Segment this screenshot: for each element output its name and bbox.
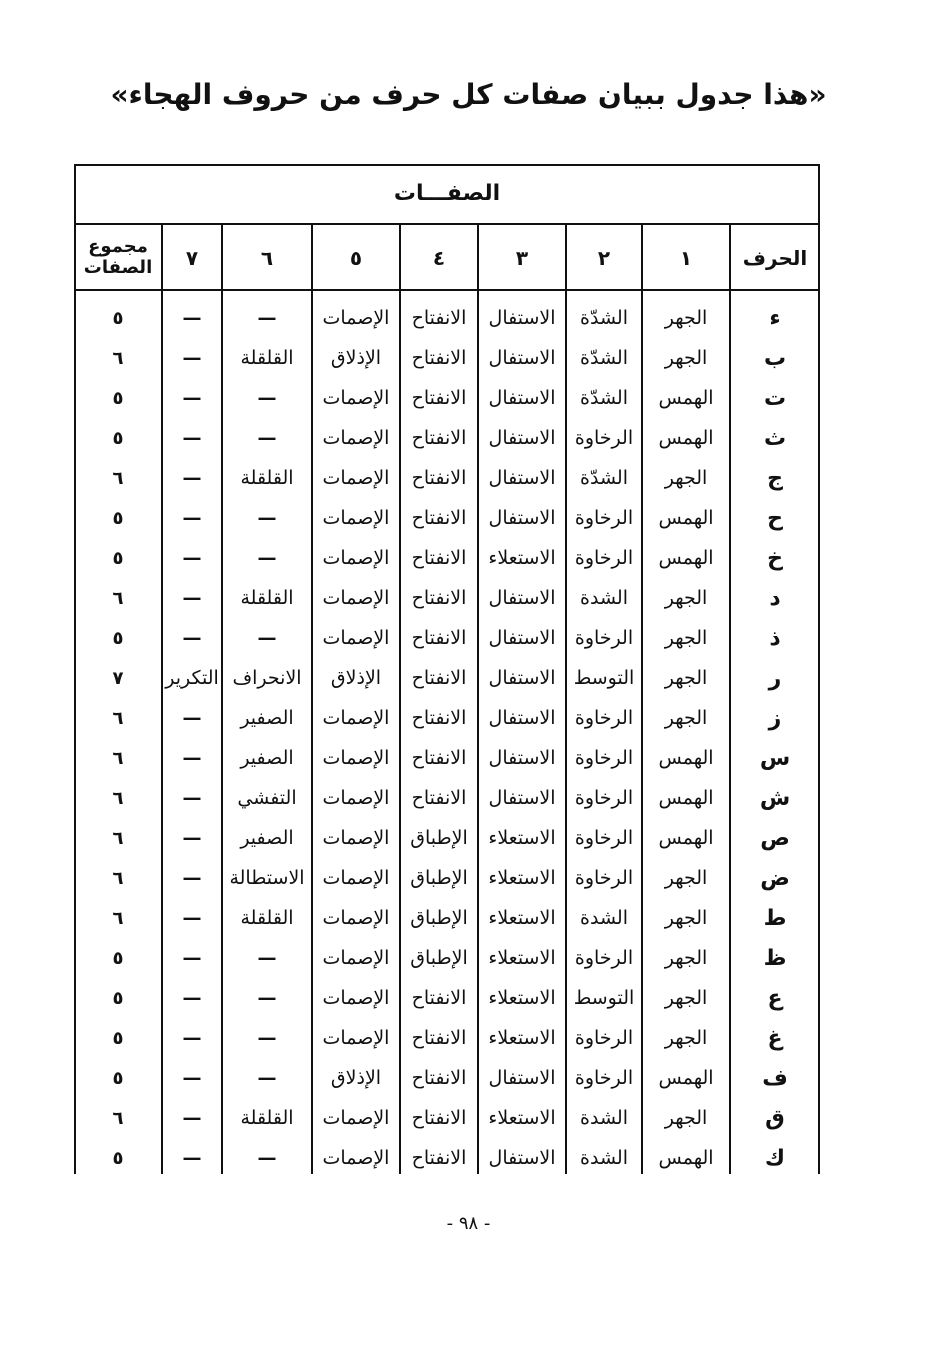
table-cell-c4: الانفتاح (411, 667, 467, 689)
table-cell-c4: الانفتاح (411, 467, 467, 489)
table-cell-c3: الاستفال (488, 667, 556, 689)
table-cell-c2: الشدة (580, 1147, 628, 1169)
table-cell-c4: الانفتاح (411, 747, 467, 769)
table-cell-c7: — (182, 507, 202, 529)
table-cell-letter: ع (767, 985, 783, 1011)
table-cell-letter: ذ (769, 625, 781, 651)
table-cell-c1: الجهر (664, 627, 708, 649)
header-c5: ٥ (349, 245, 363, 270)
table-cell-c1: الهمس (658, 427, 714, 449)
table-cell-letter: د (769, 585, 781, 611)
table-cell-c4: الانفتاح (411, 587, 467, 609)
table-cell-c5: الإصمات (322, 987, 390, 1009)
table-cell-c7: — (182, 947, 202, 969)
table-cell-c4: الانفتاح (411, 307, 467, 329)
table-cell-c7: التكرير (165, 667, 219, 689)
table-cell-c5: الإصمات (322, 427, 390, 449)
table-cell-letter: ث (763, 425, 787, 451)
table-cell-c6: الانحراف (232, 667, 302, 689)
header-letter: الحرف (742, 245, 808, 270)
table-cell-c5: الإصمات (322, 707, 390, 729)
table-cell-c6: الصفير (240, 707, 294, 729)
table-cell-c7: — (182, 867, 202, 889)
traits-table (74, 225, 820, 1174)
table-cell-c3: الاستفال (488, 507, 556, 529)
table-cell-c4: الإطباق (410, 947, 468, 969)
table-cell-c5: الإصمات (322, 467, 390, 489)
table-cell-c6: القلقلة (240, 347, 294, 369)
table-cell-c4: الانفتاح (411, 1027, 467, 1049)
table-cell-c2: الرخاوة (574, 867, 634, 889)
page-title: «هذا جدول ببيان صفات كل حرف من حروف الهجاء» (110, 78, 827, 111)
table-cell-c7: — (182, 827, 202, 849)
header-c4: ٤ (432, 245, 446, 270)
page-number: - ٩٨ - (446, 1213, 491, 1234)
table-cell-c3: الاستفال (488, 347, 556, 369)
table-cell-c1: الهمس (658, 827, 714, 849)
table-cell-c2: الشدّة (580, 467, 628, 489)
table-cell-letter: ح (767, 505, 783, 531)
table-cell-c5: الإصمات (322, 547, 390, 569)
table-cell-letter: ق (765, 1105, 785, 1131)
table-cell-c7: — (182, 347, 202, 369)
table-cell-c1: الهمس (658, 787, 714, 809)
table-cell-c1: الجهر (664, 987, 708, 1009)
table-cell-c6: — (257, 947, 277, 969)
header-c3: ٣ (515, 245, 529, 270)
table-cell-total: ٦ (112, 347, 124, 369)
table-cell-letter: س (759, 745, 791, 771)
table-cell-c2: الرخاوة (574, 627, 634, 649)
table-cell-letter: ش (759, 785, 791, 811)
table-cell-total: ٥ (112, 627, 124, 649)
table-cell-c7: — (182, 707, 202, 729)
table-cell-c1: الهمس (658, 387, 714, 409)
table-cell-c1: الجهر (664, 947, 708, 969)
table-cell-c7: — (182, 387, 202, 409)
table-cell-c1: الجهر (664, 1027, 708, 1049)
table-cell-total: ٥ (112, 307, 124, 329)
table-cell-c4: الانفتاح (411, 787, 467, 809)
table-cell-letter: ج (767, 465, 783, 491)
table-cell-c5: الإصمات (322, 507, 390, 529)
table-cell-c7: — (182, 307, 202, 329)
table-cell-c3: الاستفال (488, 587, 556, 609)
table-cell-letter: ت (763, 385, 787, 411)
table-cell-c1: الجهر (664, 1107, 708, 1129)
table-cell-c5: الإصمات (322, 867, 390, 889)
table-cell-c3: الاستعلاء (488, 867, 556, 889)
table-cell-c3: الاستعلاء (488, 827, 556, 849)
table-cell-c2: التوسط (573, 987, 635, 1009)
table-cell-c1: الهمس (658, 507, 714, 529)
table-cell-c2: الشدّة (580, 307, 628, 329)
table-cell-c3: الاستفال (488, 1147, 556, 1169)
table-cell-total: ٦ (112, 467, 124, 489)
table-cell-c2: الرخاوة (574, 1027, 634, 1049)
table-cell-total: ٥ (112, 987, 124, 1009)
table-cell-c2: الرخاوة (574, 427, 634, 449)
table-cell-c6: التفشي (237, 787, 297, 809)
table-cell-c5: الإصمات (322, 747, 390, 769)
table-cell-c4: الانفتاح (411, 707, 467, 729)
table-cell-letter: ك (764, 1145, 786, 1171)
table-cell-letter: ء (769, 305, 781, 331)
table-cell-c6: الاستطالة (229, 867, 305, 889)
header-total-line2: الصفات (83, 256, 153, 278)
table-cell-c2: الرخاوة (574, 787, 634, 809)
table-cell-c2: الرخاوة (574, 827, 634, 849)
table-cell-c5: الإذلاق (330, 667, 382, 689)
table-cell-c2: الرخاوة (574, 1067, 634, 1089)
table-cell-c6: — (257, 1067, 277, 1089)
table-cell-letter: ف (762, 1065, 788, 1091)
header-total (74, 225, 162, 290)
table-cell-c4: الانفتاح (411, 507, 467, 529)
table-cell-c1: الجهر (664, 707, 708, 729)
table-cell-c7: — (182, 747, 202, 769)
table-cell-letter: ظ (763, 945, 787, 971)
table-cell-c6: — (257, 507, 277, 529)
table-cell-c4: الانفتاح (411, 547, 467, 569)
table-cell-c7: — (182, 627, 202, 649)
header-c6: ٦ (260, 245, 274, 270)
table-cell-c6: — (257, 987, 277, 1009)
table-cell-c7: — (182, 987, 202, 1009)
table-cell-c3: الاستعلاء (488, 1027, 556, 1049)
table-cell-c6: — (257, 307, 277, 329)
table-cell-total: ٥ (112, 547, 124, 569)
table-cell-c1: الهمس (658, 1067, 714, 1089)
table-cell-c2: الرخاوة (574, 747, 634, 769)
table-cell-c6: القلقلة (240, 467, 294, 489)
table-cell-letter: ب (763, 345, 787, 371)
table-cell-c2: الشدّة (580, 347, 628, 369)
table-cell-c3: الاستعلاء (488, 987, 556, 1009)
table-cell-c6: الصفير (240, 827, 294, 849)
table-cell-total: ٥ (112, 947, 124, 969)
table-cell-c2: الرخاوة (574, 507, 634, 529)
table-cell-total: ٦ (112, 1107, 124, 1129)
table-cell-c4: الانفتاح (411, 387, 467, 409)
table-cell-c6: الصفير (240, 747, 294, 769)
table-cell-c7: — (182, 907, 202, 929)
table-cell-c6: — (257, 387, 277, 409)
table-cell-total: ٦ (112, 827, 124, 849)
table-cell-c4: الإطباق (410, 867, 468, 889)
table-cell-c5: الإصمات (322, 947, 390, 969)
table-cell-c3: الاستفال (488, 1067, 556, 1089)
table-cell-total: ٦ (112, 587, 124, 609)
table-cell-c1: الجهر (664, 467, 708, 489)
table-cell-c3: الاستفال (488, 387, 556, 409)
header-c7: ٧ (185, 245, 199, 270)
table-cell-c2: الرخاوة (574, 547, 634, 569)
table-cell-c6: — (257, 1147, 277, 1169)
table-banner: الصفـــات (74, 164, 820, 225)
table-cell-letter: ط (763, 905, 787, 931)
table-cell-c7: — (182, 467, 202, 489)
table-cell-total: ٥ (112, 1027, 124, 1049)
table-cell-c5: الإصمات (322, 827, 390, 849)
header-c2: ٢ (597, 245, 611, 270)
table-cell-c3: الاستفال (488, 307, 556, 329)
table-cell-c7: — (182, 787, 202, 809)
table-cell-c5: الإصمات (322, 1147, 390, 1169)
table-cell-c6: — (257, 547, 277, 569)
table-cell-c3: الاستفال (488, 627, 556, 649)
table-cell-total: ٧ (112, 667, 124, 689)
table-cell-total: ٦ (112, 867, 124, 889)
table-cell-c5: الإصمات (322, 307, 390, 329)
table-cell-c1: الهمس (658, 1147, 714, 1169)
table-cell-letter: ز (768, 705, 782, 731)
table-cell-total: ٥ (112, 427, 124, 449)
table-cell-c1: الجهر (664, 867, 708, 889)
table-cell-c7: — (182, 547, 202, 569)
table-cell-total: ٥ (112, 1147, 124, 1169)
table-cell-total: ٦ (112, 747, 124, 769)
table-cell-c7: — (182, 587, 202, 609)
table-cell-c3: الاستعلاء (488, 547, 556, 569)
table-cell-c5: الإصمات (322, 907, 390, 929)
table-cell-c3: الاستعلاء (488, 907, 556, 929)
table-cell-c2: الشدة (580, 907, 628, 929)
table-cell-c2: الشدة (580, 1107, 628, 1129)
table-cell-c2: الشدة (580, 587, 628, 609)
table-cell-c1: الهمس (658, 547, 714, 569)
table-cell-total: ٥ (112, 387, 124, 409)
table-cell-c1: الجهر (664, 347, 708, 369)
table-cell-letter: ص (760, 825, 790, 851)
table-cell-total: ٥ (112, 507, 124, 529)
table-cell-c6: — (257, 627, 277, 649)
table-cell-letter: خ (767, 545, 783, 571)
table-cell-total: ٥ (112, 1067, 124, 1089)
table-cell-c4: الإطباق (410, 827, 468, 849)
header-c1: ١ (679, 245, 693, 270)
table-cell-c6: القلقلة (240, 587, 294, 609)
table-cell-c3: الاستفال (488, 747, 556, 769)
table-cell-c4: الانفتاح (411, 1067, 467, 1089)
table-cell-c4: الإطباق (410, 907, 468, 929)
table-cell-c1: الجهر (664, 667, 708, 689)
table-cell-c7: — (182, 427, 202, 449)
table-cell-c5: الإصمات (322, 1027, 390, 1049)
table-cell-c4: الانفتاح (411, 427, 467, 449)
table-cell-c2: الشدّة (580, 387, 628, 409)
table-cell-c6: القلقلة (240, 1107, 294, 1129)
table-cell-c1: الجهر (664, 907, 708, 929)
table-cell-c4: الانفتاح (411, 987, 467, 1009)
table-cell-c2: الرخاوة (574, 707, 634, 729)
table-cell-c7: — (182, 1107, 202, 1129)
table-cell-c3: الاستفال (488, 787, 556, 809)
table-cell-c5: الإصمات (322, 627, 390, 649)
table-cell-c2: التوسط (573, 667, 635, 689)
table-cell-c2: الرخاوة (574, 947, 634, 969)
table-cell-c5: الإذلاق (330, 347, 382, 369)
table-cell-c3: الاستعلاء (488, 947, 556, 969)
table-cell-c5: الإصمات (322, 387, 390, 409)
table-cell-total: ٦ (112, 787, 124, 809)
table-cell-c5: الإصمات (322, 1107, 390, 1129)
table-cell-c4: الانفتاح (411, 1107, 467, 1129)
table-cell-c5: الإصمات (322, 587, 390, 609)
table-cell-c4: الانفتاح (411, 1147, 467, 1169)
header-total-line1: مجموع (88, 235, 148, 257)
table-cell-c3: الاستعلاء (488, 1107, 556, 1129)
table-cell-c7: — (182, 1067, 202, 1089)
table-cell-c6: القلقلة (240, 907, 294, 929)
table-cell-letter: غ (767, 1025, 783, 1051)
table-cell-c7: — (182, 1027, 202, 1049)
table-cell-c4: الانفتاح (411, 347, 467, 369)
table-cell-c4: الانفتاح (411, 627, 467, 649)
table-cell-c5: الإصمات (322, 787, 390, 809)
table-cell-c3: الاستفال (488, 427, 556, 449)
table-cell-letter: ر (768, 665, 782, 691)
table-cell-c1: الهمس (658, 747, 714, 769)
table-cell-total: ٦ (112, 907, 124, 929)
table-cell-total: ٦ (112, 707, 124, 729)
table-cell-c6: — (257, 1027, 277, 1049)
table-cell-c1: الجهر (664, 587, 708, 609)
table-cell-c3: الاستفال (488, 707, 556, 729)
table-cell-c3: الاستفال (488, 467, 556, 489)
table-cell-c5: الإذلاق (330, 1067, 382, 1089)
table-cell-letter: ض (760, 865, 790, 891)
table-cell-c1: الجهر (664, 307, 708, 329)
table-cell-c6: — (257, 427, 277, 449)
table-cell-c7: — (182, 1147, 202, 1169)
